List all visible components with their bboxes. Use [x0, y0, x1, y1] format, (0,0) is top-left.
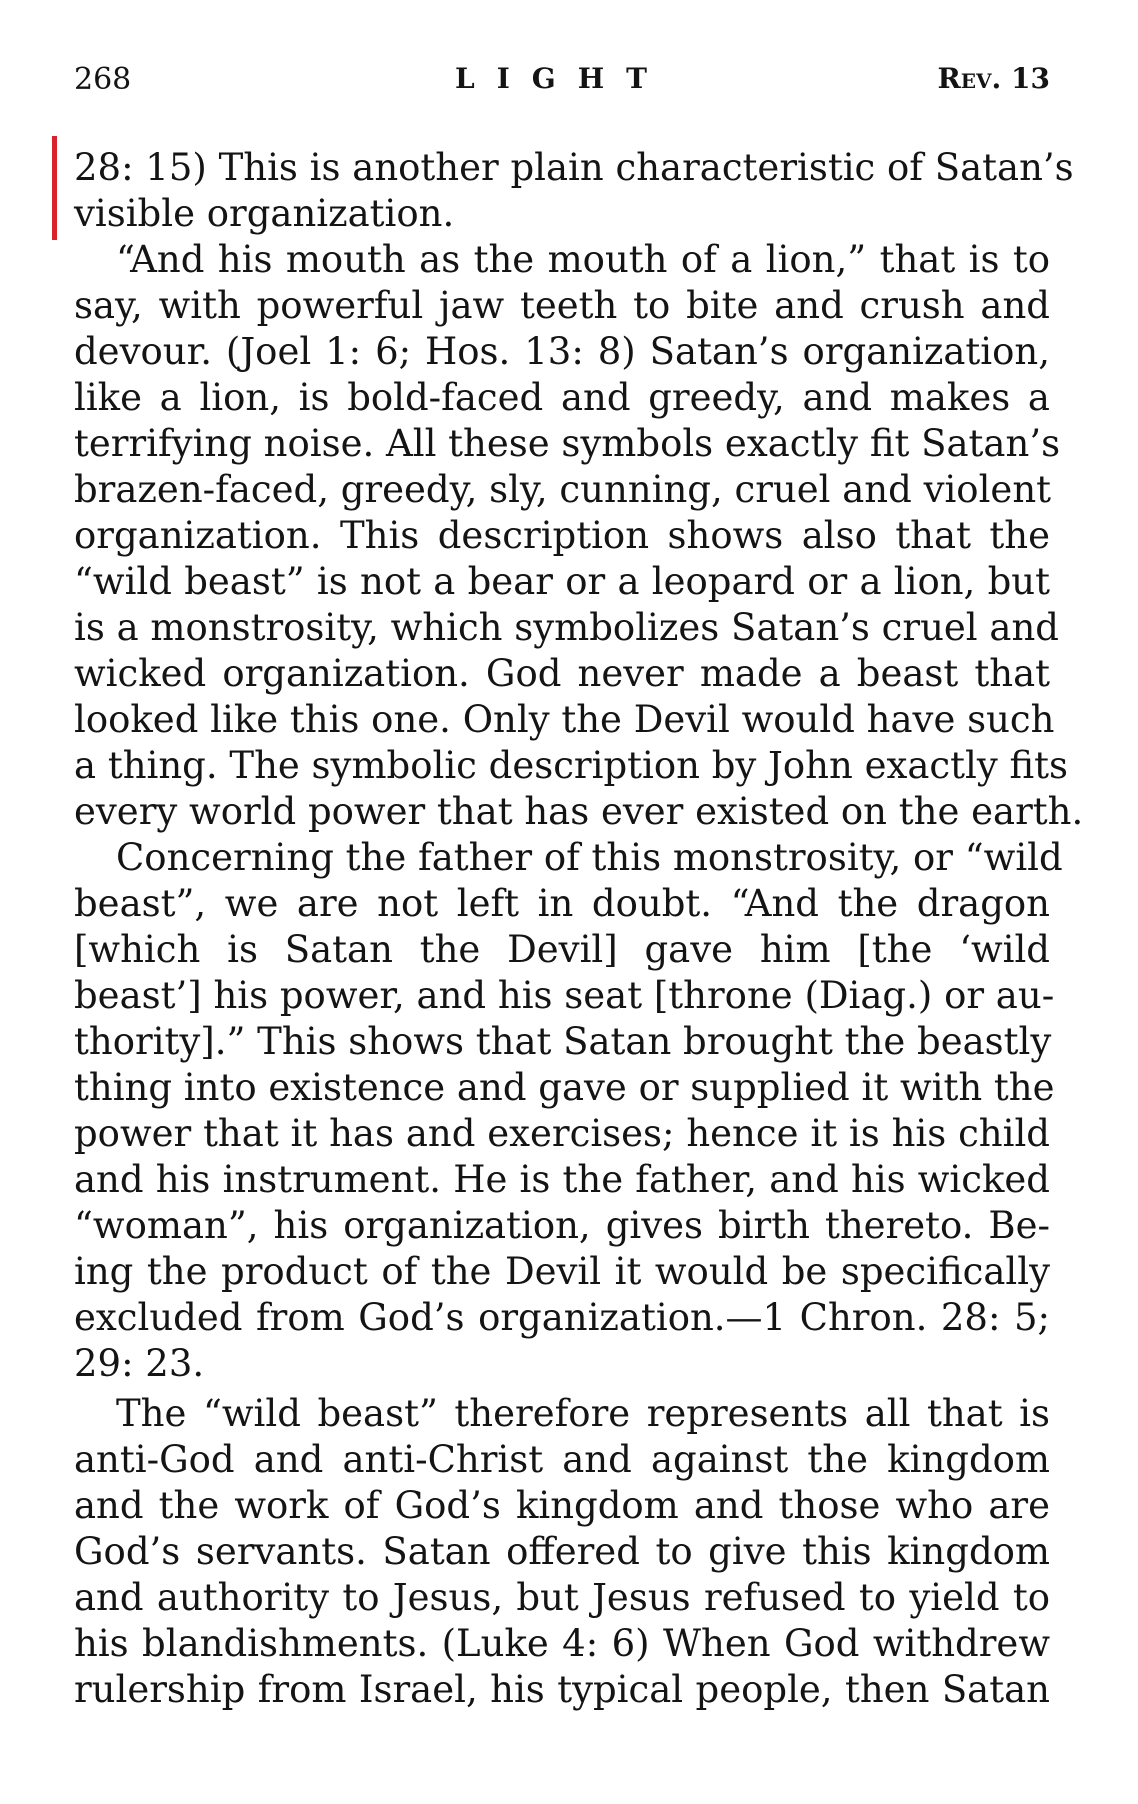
text-line: visible organization. — [74, 192, 455, 235]
text-line: organization. This description shows also that the — [74, 514, 1050, 557]
text-line: looked like this one. Only the Devil would have such — [74, 698, 1055, 741]
text-line: power that it has and exercises; hence it is his child — [74, 1112, 1050, 1155]
text-line: wicked organization. God never made a beast that — [74, 652, 1050, 695]
running-title: LIGHT — [455, 62, 669, 95]
text-line: “And his mouth as the mouth of a lion,” that is to — [116, 238, 1050, 281]
text-line: beast”, we are not left in doubt. “And the dragon — [74, 882, 1050, 925]
page-number: 268 — [74, 62, 132, 97]
text-line: excluded from God’s organization.—1 Chron. 28: 5; — [74, 1296, 1050, 1339]
text-line: ing the product of the Devil it would be specifically — [74, 1250, 1050, 1293]
text-line: [which is Satan the Devil] gave him [the ‘wild — [74, 928, 1050, 971]
page-body — [74, 145, 1084, 1713]
text-line: his blandishments. (Luke 4: 6) When God withdrew — [74, 1622, 1050, 1665]
text-line: say, with powerful jaw teeth to bite and crush and — [74, 284, 1050, 327]
text-line: and his instrument. He is the father, and his wicked — [74, 1158, 1050, 1201]
text-line: terrifying noise. All these symbols exactly fit Satan’s — [74, 422, 1061, 465]
text-line: beast’] his power, and his seat [throne (Diag.) or au- — [74, 974, 1055, 1017]
text-line: and the work of God’s kingdom and those who are — [74, 1484, 1050, 1527]
text-line: a thing. The symbolic description by John exactly fits — [74, 744, 1069, 787]
text-line: God’s servants. Satan offered to give this kingdom — [74, 1530, 1050, 1573]
text-line: thing into existence and gave or supplied it with the — [74, 1066, 1055, 1109]
text-line: rulership from Israel, his typical people, then Satan — [74, 1668, 1050, 1711]
text-line: like a lion, is bold-faced and greedy, and makes a — [74, 376, 1050, 419]
text-line: every world power that has ever existed on the earth. — [74, 790, 1084, 833]
running-header — [74, 62, 1050, 102]
text-line: 29: 23. — [74, 1342, 205, 1385]
text-line: Concerning the father of this monstrosity, or “wild — [116, 836, 1063, 879]
text-line: 28: 15) This is another plain characteristic of Satan’s — [74, 146, 1074, 189]
margin-change-bar — [52, 136, 57, 240]
text-line: brazen-faced, greedy, sly, cunning, cruel and violent — [74, 468, 1052, 511]
text-line: and authority to Jesus, but Jesus refused to yield to — [74, 1576, 1050, 1619]
text-line: thority].” This shows that Satan brought the beastly — [74, 1020, 1052, 1063]
text-line: is a monstrosity, which symbolizes Satan’s cruel and — [74, 606, 1059, 649]
text-line: “woman”, his organization, gives birth thereto. Be- — [74, 1204, 1050, 1247]
text-line: devour. (Joel 1: 6; Hos. 13: 8) Satan’s organization, — [74, 330, 1050, 373]
text-line: The “wild beast” therefore represents all that is — [116, 1392, 1050, 1435]
chapter-reference: Rev. 13 — [937, 62, 1050, 95]
text-line: “wild beast” is not a bear or a leopard or a lion, but — [74, 560, 1050, 603]
text-line: anti-God and anti-Christ and against the kingdom — [74, 1438, 1050, 1481]
